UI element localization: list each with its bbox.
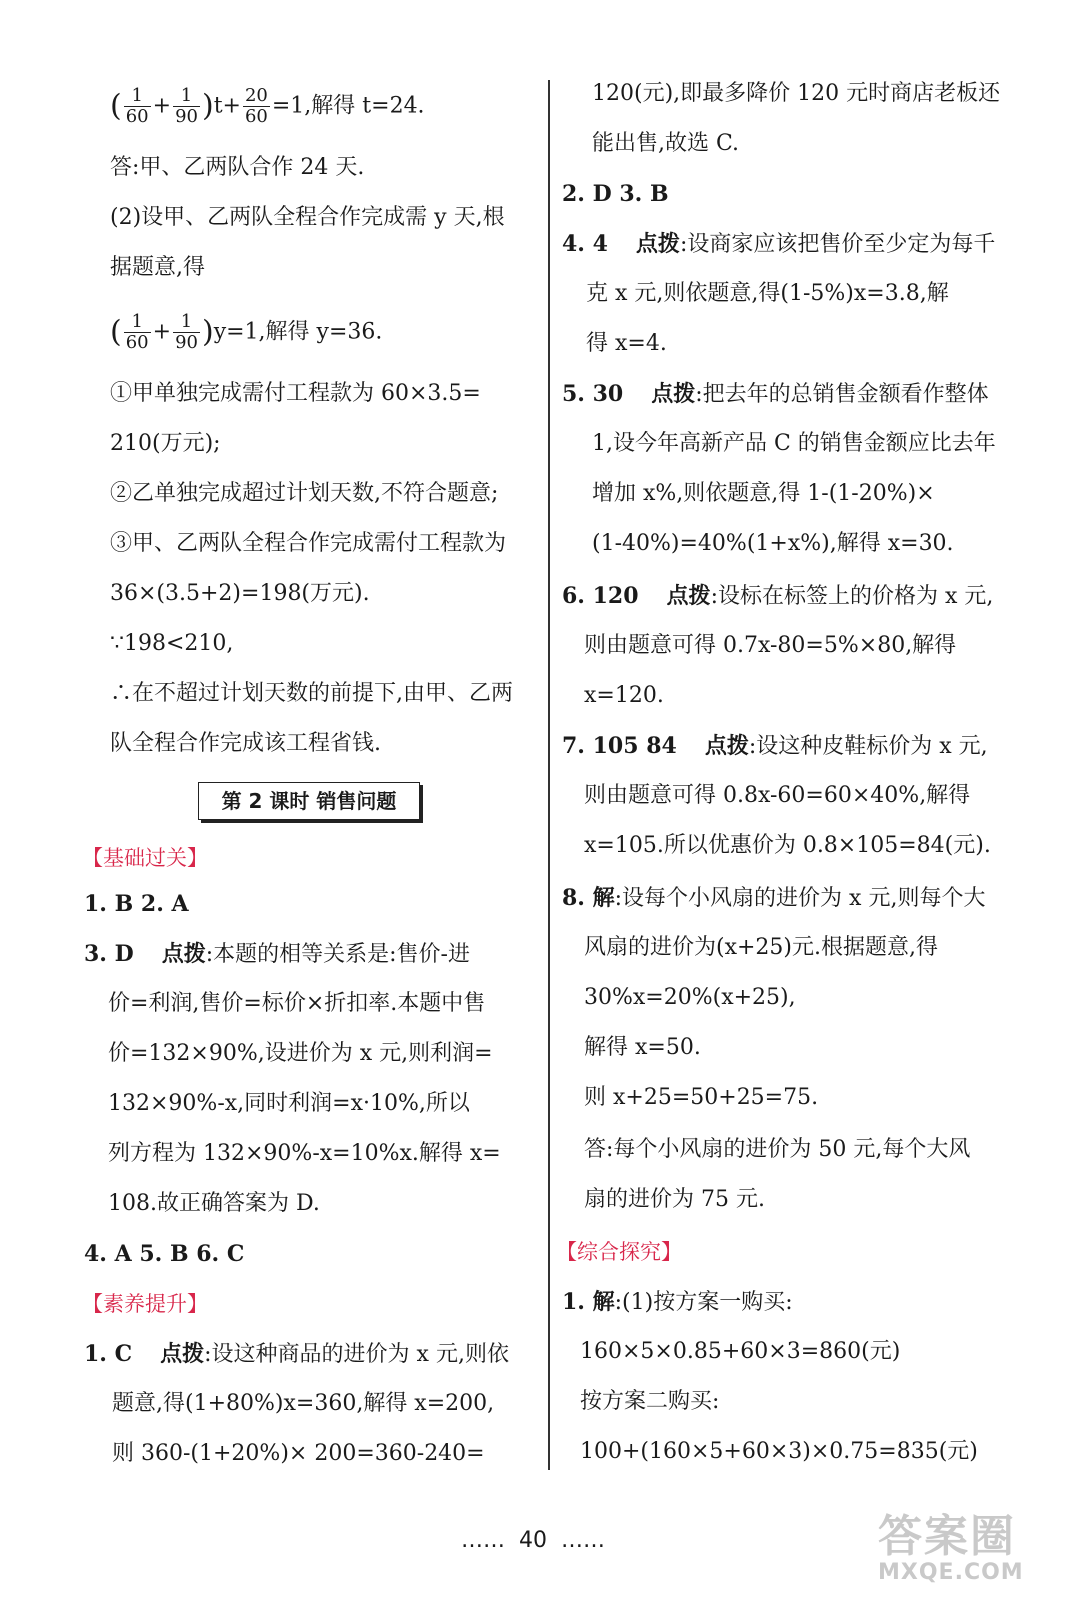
text-line: ∴在不超过计划天数的前提下,由甲、乙两 (110, 681, 513, 706)
text-line: x=120. (584, 683, 664, 708)
text-line: 108.故正确答案为 D. (108, 1191, 320, 1216)
text-line: 160×5×0.85+60×3=860(元) (580, 1339, 901, 1364)
text-line: 答:每个小风扇的进价为 50 元,每个大风 (584, 1137, 971, 1162)
text-line: 题意,得(1+80%)x=360,解得 x=200, (112, 1391, 495, 1416)
left-paren: ( (110, 314, 122, 350)
left-paren: ( (110, 88, 122, 124)
answer-c1-line: 1. 解:(1)按方案一购买: (562, 1289, 793, 1315)
text-line: 扇的进价为 75 元. (584, 1187, 765, 1212)
equation-line-1: ( $\frac{1}{60}$ + $\frac{1}{90}$ )t+ $\frac{20}{60}$ =1,解得 t=24. (110, 85, 425, 127)
text-line: 解得 x=50. (584, 1035, 701, 1060)
text-line: 增加 x%,则依题意,得 1-(1-20%)× (592, 481, 935, 506)
text-line: 则 360-(1+20%)× 200=360-240= (112, 1441, 485, 1466)
text-line: 按方案二购买: (580, 1389, 720, 1414)
footer-dots-right: …… (561, 1528, 605, 1553)
answer-6-line: 6. 120 点拨:设标在标签上的价格为 x 元, (562, 583, 994, 609)
column-divider (548, 80, 550, 1470)
section-tag-comprehensive: 【综合探究】 (556, 1240, 682, 1264)
text-line: 132×90%-x,同时利润=x·10%,所以 (108, 1091, 470, 1116)
text-line: 30%x=20%(x+25), (584, 985, 796, 1010)
watermark-logo (878, 1500, 1048, 1590)
answer-line: 1. B 2. A (84, 891, 189, 917)
text-line: 队全程合作完成该工程省钱. (110, 731, 381, 756)
text-line: ②乙单独完成超过计划天数,不符合题意; (110, 481, 499, 506)
text-line: 则 x+25=50+25=75. (584, 1085, 819, 1110)
text-line: 120(元),即最多降价 120 元时商店老板还 (592, 81, 1001, 106)
hint-label: 点拨 (651, 381, 696, 407)
text-line: ①甲单独完成需付工程款为 60×3.5= (110, 381, 481, 406)
text-line: 据题意,得 (110, 255, 205, 280)
text-line: 210(万元); (110, 431, 221, 456)
answer-8-line: 8. 解:设每个小风扇的进价为 x 元,则每个大 (562, 885, 986, 911)
section-tag-basic: 【基础过关】 (82, 846, 208, 870)
right-paren: ) (201, 88, 214, 124)
lesson-title: 第 2 课时 销售问题 (198, 782, 420, 820)
answer-3-line: 3. D 点拨:本题的相等关系是:售价-进 (84, 941, 470, 967)
answer-4-line: 4. 4 点拨:设商家应该把售价至少定为每千 (562, 231, 996, 257)
text-line: 价=利润,售价=标价×折扣率.本题中售 (108, 991, 486, 1016)
answer-b1-line: 1. C 点拨:设这种商品的进价为 x 元,则依 (84, 1341, 509, 1367)
footer-dots-left: …… (461, 1528, 505, 1553)
answer-5-line: 5. 30 点拨:把去年的总销售金额看作整体 (562, 381, 989, 407)
answer-line: 4. A 5. B 6. C (84, 1241, 245, 1267)
text-line: ③甲、乙两队全程合作完成需付工程款为 (110, 531, 507, 556)
hint-label: 点拨 (666, 583, 711, 609)
text-line: 得 x=4. (586, 331, 667, 356)
fraction-20-60: $\frac{20}{60}$ (244, 85, 268, 127)
answer-7-line: 7. 105 84 点拨:设这种皮鞋标价为 x 元, (562, 733, 988, 759)
text-line: 能出售,故选 C. (592, 131, 740, 156)
hint-label: 点拨 (160, 1341, 205, 1367)
text-line: x=105.所以优惠价为 0.8×105=84(元). (584, 833, 991, 858)
page-number: 40 (519, 1528, 547, 1553)
text-line: 则由题意可得 0.7x-80=5%×80,解得 (584, 633, 957, 658)
text-line: (2)设甲、乙两队全程合作完成需 y 天,根 (110, 205, 505, 230)
text-line: 1,设今年高新产品 C 的销售金额应比去年 (592, 431, 996, 456)
equation-line-2: ( $\frac{1}{60}$ + $\frac{1}{90}$ )y=1,解得 y=36. (110, 311, 383, 353)
text-line: 克 x 元,则依题意,得(1-5%)x=3.8,解 (586, 281, 949, 306)
hint-label: 点拨 (635, 231, 680, 257)
text-line: 风扇的进价为(x+25)元.根据题意,得 (584, 935, 938, 960)
fraction-1-60: $\frac{1}{60}$ (125, 311, 149, 353)
text-line: 价=132×90%,设进价为 x 元,则利润= (108, 1041, 493, 1066)
text-line: 则由题意可得 0.8x-60=60×40%,解得 (584, 783, 971, 808)
fraction-1-60: $\frac{1}{60}$ (125, 85, 149, 127)
hint-label: 点拨 (161, 941, 206, 967)
text-line: ∵198<210, (110, 631, 234, 656)
right-paren: ) (201, 314, 214, 350)
text-line: 100+(160×5+60×3)×0.75=835(元) (580, 1439, 978, 1464)
hint-label: 点拨 (704, 733, 749, 759)
text-line: (1-40%)=40%(1+x%),解得 x=30. (592, 531, 954, 556)
text-line: 列方程为 132×90%-x=10%x.解得 x= (108, 1141, 501, 1166)
watermark-url: MXQE.COM (878, 1560, 1024, 1585)
text-line: 36×(3.5+2)=198(万元). (110, 581, 370, 606)
section-tag-advanced: 【素养提升】 (82, 1292, 208, 1316)
text-line: 答:甲、乙两队合作 24 天. (110, 155, 365, 180)
fraction-1-90: $\frac{1}{90}$ (175, 85, 198, 127)
fraction-1-90: $\frac{1}{90}$ (175, 311, 198, 353)
answer-line: 2. D 3. B (562, 181, 669, 207)
watermark-logo-text: 答案圈 (878, 1511, 1016, 1562)
